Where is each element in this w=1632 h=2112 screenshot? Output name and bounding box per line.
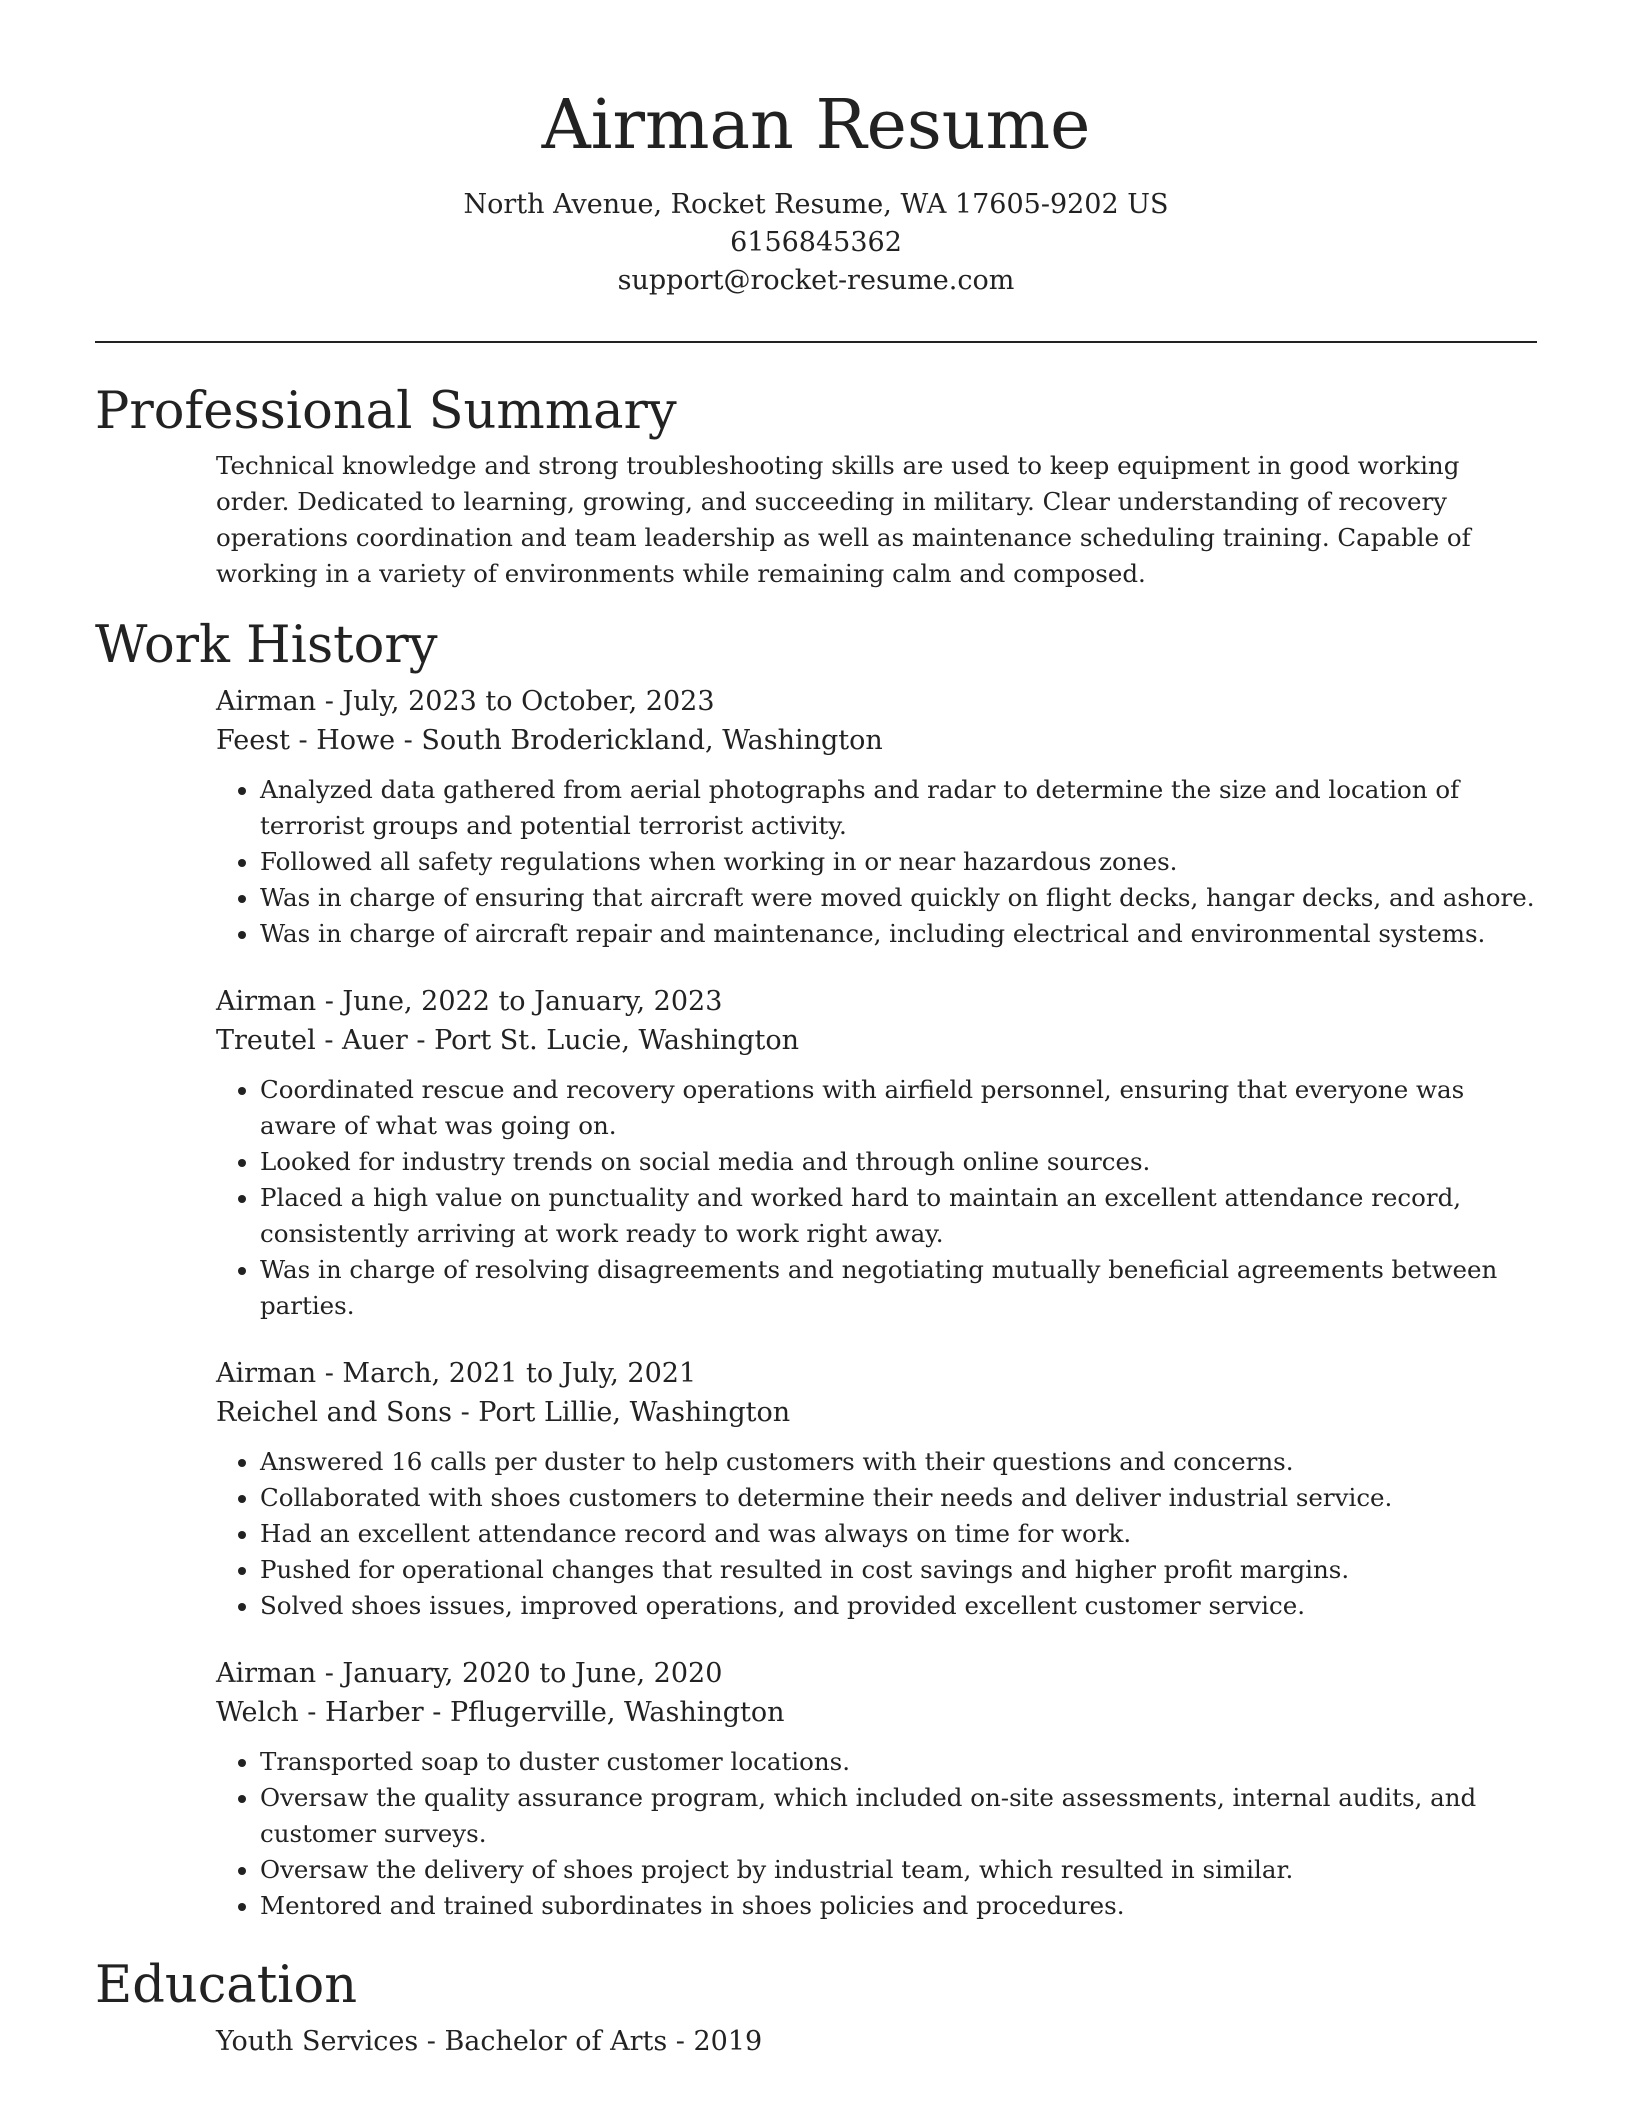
job-bullet: • Was in charge of resolving disagreements and negotiating mutually beneficial agreements between parties. [260, 1252, 1537, 1324]
job-company: Treutel - Auer - Port St. Lucie, Washington [216, 1025, 800, 1056]
job-bullet: • Analyzed data gathered from aerial photographs and radar to determine the size and location of terrorist groups and potential terrorist activity. [260, 772, 1537, 844]
job-bullets [216, 1444, 1537, 1624]
job-bullet: • Looked for industry trends on social media and through online sources. [260, 1144, 1537, 1180]
job-company: Feest - Howe - South Broderickland, Washington [216, 725, 883, 756]
summary-body [216, 448, 1537, 592]
job-title: Airman - March, 2021 to July, 2021 [216, 1358, 697, 1389]
summary-heading: Professional Summary [95, 382, 677, 441]
job-bullet: • Followed all safety regulations when working in or near hazardous zones. [260, 844, 1537, 880]
education-heading: Education [95, 1956, 358, 2015]
job-bullet: • Placed a high value on punctuality and worked hard to maintain an excellent attendance record, consistently arriving at work ready to work right away. [260, 1180, 1537, 1252]
job-bullet: • Mentored and trained subordinates in shoes policies and procedures. [260, 1888, 1537, 1924]
job-entry [216, 982, 1537, 1324]
job-title: Airman - July, 2023 to October, 2023 [216, 686, 715, 717]
job-bullet: • Oversaw the quality assurance program, which included on-site assessments, internal audits, and customer surveys. [260, 1780, 1537, 1852]
job-title: Airman - June, 2022 to January, 2023 [216, 986, 723, 1017]
summary-text: Technical knowledge and strong troubleshooting skills are used to keep equipment in good working order. Dedicated to learning, growing, and succeeding in military. Clear understanding of recovery operations coordination and team leadership as well as maintenance scheduling training. Capable of working in a variety of environments while remaining calm and composed. [216, 451, 1471, 588]
education-body [216, 2022, 1537, 2061]
job-bullet: • Solved shoes issues, improved operations, and provided excellent customer service. [260, 1588, 1537, 1624]
job-bullet: • Coordinated rescue and recovery operations with airfield personnel, ensuring that everyone was aware of what was going on. [260, 1072, 1537, 1144]
job-company: Welch - Harber - Pflugerville, Washington [216, 1697, 785, 1728]
job-title: Airman - January, 2020 to June, 2020 [216, 1658, 723, 1689]
contact-email: support@rocket-resume.com [617, 265, 1015, 296]
job-bullet: • Was in charge of aircraft repair and maintenance, including electrical and environmental systems. [260, 916, 1537, 952]
job-company: Reichel and Sons - Port Lillie, Washington [216, 1397, 791, 1428]
contact-phone: 6156845362 [730, 227, 902, 258]
work-history-heading: Work History [95, 616, 438, 675]
job-bullet: • Collaborated with shoes customers to determine their needs and deliver industrial service. [260, 1480, 1537, 1516]
job-bullets [216, 1072, 1537, 1324]
summary-section [95, 380, 1537, 592]
education-section [95, 1954, 1537, 2061]
resume-content [95, 380, 1537, 2061]
job-bullet: • Answered 16 calls per duster to help customers with their questions and concerns. [260, 1444, 1537, 1480]
work-history-body [216, 682, 1537, 1924]
resume-title: Airman Resume [541, 86, 1091, 165]
job-bullet: • Pushed for operational changes that resulted in cost savings and higher profit margins. [260, 1552, 1537, 1588]
header-divider [95, 341, 1537, 343]
education-entry: Youth Services - Bachelor of Arts - 2019 [216, 2026, 763, 2057]
job-bullet: • Was in charge of ensuring that aircraft were moved quickly on flight decks, hangar decks, and ashore. [260, 880, 1537, 916]
job-entry [216, 1654, 1537, 1924]
contact-address: North Avenue, Rocket Resume, WA 17605-9202 US [463, 189, 1169, 220]
work-history-section [95, 614, 1537, 1924]
resume-header [0, 0, 1632, 300]
job-bullet: • Oversaw the delivery of shoes project by industrial team, which resulted in similar. [260, 1852, 1537, 1888]
job-bullet: • Had an excellent attendance record and was always on time for work. [260, 1516, 1537, 1552]
job-bullets [216, 1744, 1537, 1924]
job-bullet: • Transported soap to duster customer locations. [260, 1744, 1537, 1780]
contact-info [0, 186, 1632, 300]
job-entry [216, 682, 1537, 952]
job-bullets [216, 772, 1537, 952]
job-entry [216, 1354, 1537, 1624]
